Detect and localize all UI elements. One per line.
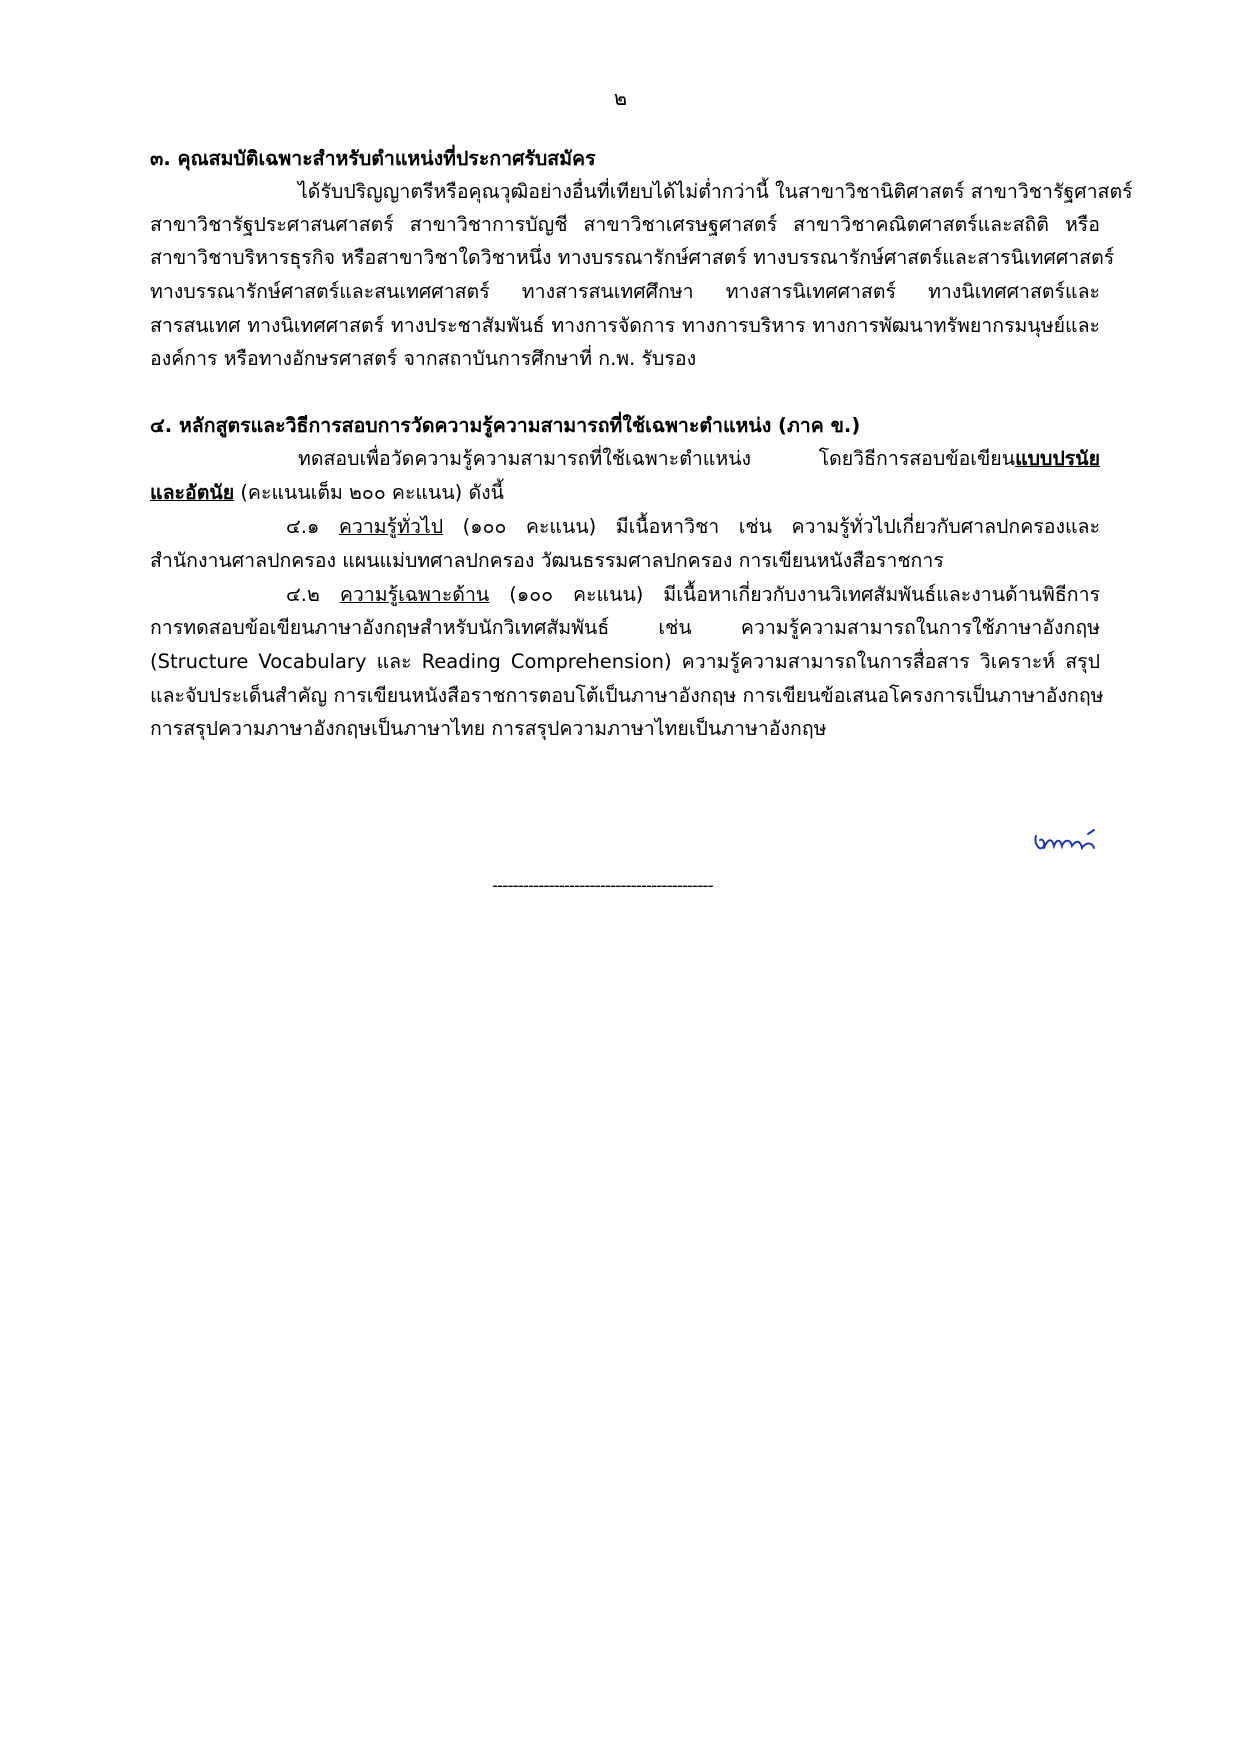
subsection-4-2-line bbox=[286, 579, 1100, 610]
section-3-line: ทางบรรณารักษ์ศาสตร์และสนเทศศาสตร์ ทางสารสนเทศศึกษา ทางสารนิเทศศาสตร์ ทางนิเทศศาสตร์และ bbox=[150, 280, 1100, 303]
subsection-4-2-line: การสรุปความภาษาอังกฤษเป็นภาษาไทย การสรุปความภาษาไทยเป็นภาษาอังกฤษ bbox=[150, 717, 827, 740]
subsection-4-1-line: สำนักงานศาลปกครอง แผนแม่บทศาลปกครอง วัฒนธรรมศาลปกครอง การเขียนหนังสือราชการ bbox=[150, 549, 944, 572]
subsection-title: ความรู้เฉพาะด้าน bbox=[339, 583, 490, 606]
handwritten-signature-icon bbox=[1032, 828, 1102, 856]
subsection-text: (๑๐๐ คะแนน) มีเนื้อหาเกี่ยวกับงานวิเทศสัมพันธ์และงานด้านพิธีการ bbox=[489, 583, 1100, 606]
subsection-4-1-line bbox=[286, 511, 1100, 542]
subsection-number: ๔.๑ bbox=[286, 515, 339, 538]
subsection-4-2-line: การทดสอบข้อเขียนภาษาอังกฤษสำหรับนักวิเทศสัมพันธ์ เช่น ความรู้ความสามารถในการใช้ภาษาอังกฤษ bbox=[150, 616, 1100, 639]
subsection-number: ๔.๒ bbox=[286, 583, 340, 606]
page-number: ๒ bbox=[613, 86, 628, 110]
section-3-heading: ๓. คุณสมบัติเฉพาะสำหรับตำแหน่งที่ประกาศรับสมัคร bbox=[150, 147, 596, 170]
subsection-title: ความรู้ทั่วไป bbox=[338, 515, 444, 538]
end-divider: ------------------------------------------- bbox=[492, 876, 713, 896]
exam-type-objective: แบบปรนัย bbox=[1015, 447, 1100, 470]
section-3-line: สาขาวิชารัฐประศาสนศาสตร์ สาขาวิชาการบัญชี สาขาวิชาเศรษฐศาสตร์ สาขาวิชาคณิตศาสตร์และสถิติ หรือ bbox=[150, 213, 1100, 236]
intro-score-text: (คะแนนเต็ม ๒๐๐ คะแนน) ดังนี้ bbox=[234, 481, 504, 504]
intro-text: ทดสอบเพื่อวัดความรู้ความสามารถที่ใช้เฉพาะตำแหน่ง โดยวิธีการสอบข้อเขียน bbox=[298, 447, 1016, 470]
section-3-line: ได้รับปริญญาตรีหรือคุณวุฒิอย่างอื่นที่เทียบได้ไม่ต่ำกว่านี้ ในสาขาวิชานิติศาสตร์ สาขาวิชารัฐศาสตร์ bbox=[298, 180, 1133, 203]
subsection-text: (๑๐๐ คะแนน) มีเนื้อหาวิชา เช่น ความรู้ทั่วไปเกี่ยวกับศาลปกครองและ bbox=[443, 515, 1100, 538]
section-3-line: สาขาวิชาบริหารธุรกิจ หรือสาขาวิชาใดวิชาหนึ่ง ทางบรรณารักษ์ศาสตร์ ทางบรรณารักษ์ศาสตร์และสารนิเทศศาสตร์ bbox=[150, 246, 1115, 269]
exam-type-subjective: และอัตนัย bbox=[150, 481, 235, 504]
section-4-intro-line bbox=[298, 443, 1100, 474]
signature-initials bbox=[1032, 828, 1102, 860]
section-3-line: องค์การ หรือทางอักษรศาสตร์ จากสถาบันการศึกษาที่ ก.พ. รับรอง bbox=[150, 347, 697, 370]
section-3-line: สารสนเทศ ทางนิเทศศาสตร์ ทางประชาสัมพันธ์ ทางการจัดการ ทางการบริหาร ทางการพัฒนาทรัพยากรมนุษย์และ bbox=[150, 314, 1100, 337]
section-4-intro-line bbox=[150, 477, 1100, 508]
subsection-4-2-line: และจับประเด็นสำคัญ การเขียนหนังสือราชการตอบโต้เป็นภาษาอังกฤษ การเขียนข้อเสนอโครงการเป็นภาษาอังกฤษ bbox=[150, 684, 1104, 707]
section-4-heading: ๔. หลักสูตรและวิธีการสอบการวัดความรู้ความสามารถที่ใช้เฉพาะตำแหน่ง (ภาค ข.) bbox=[150, 414, 861, 437]
subsection-4-2-line: (Structure Vocabulary และ Reading Comprehension) ความรู้ความสามารถในการสื่อสาร วิเคราะห์ สรุป bbox=[150, 650, 1100, 673]
